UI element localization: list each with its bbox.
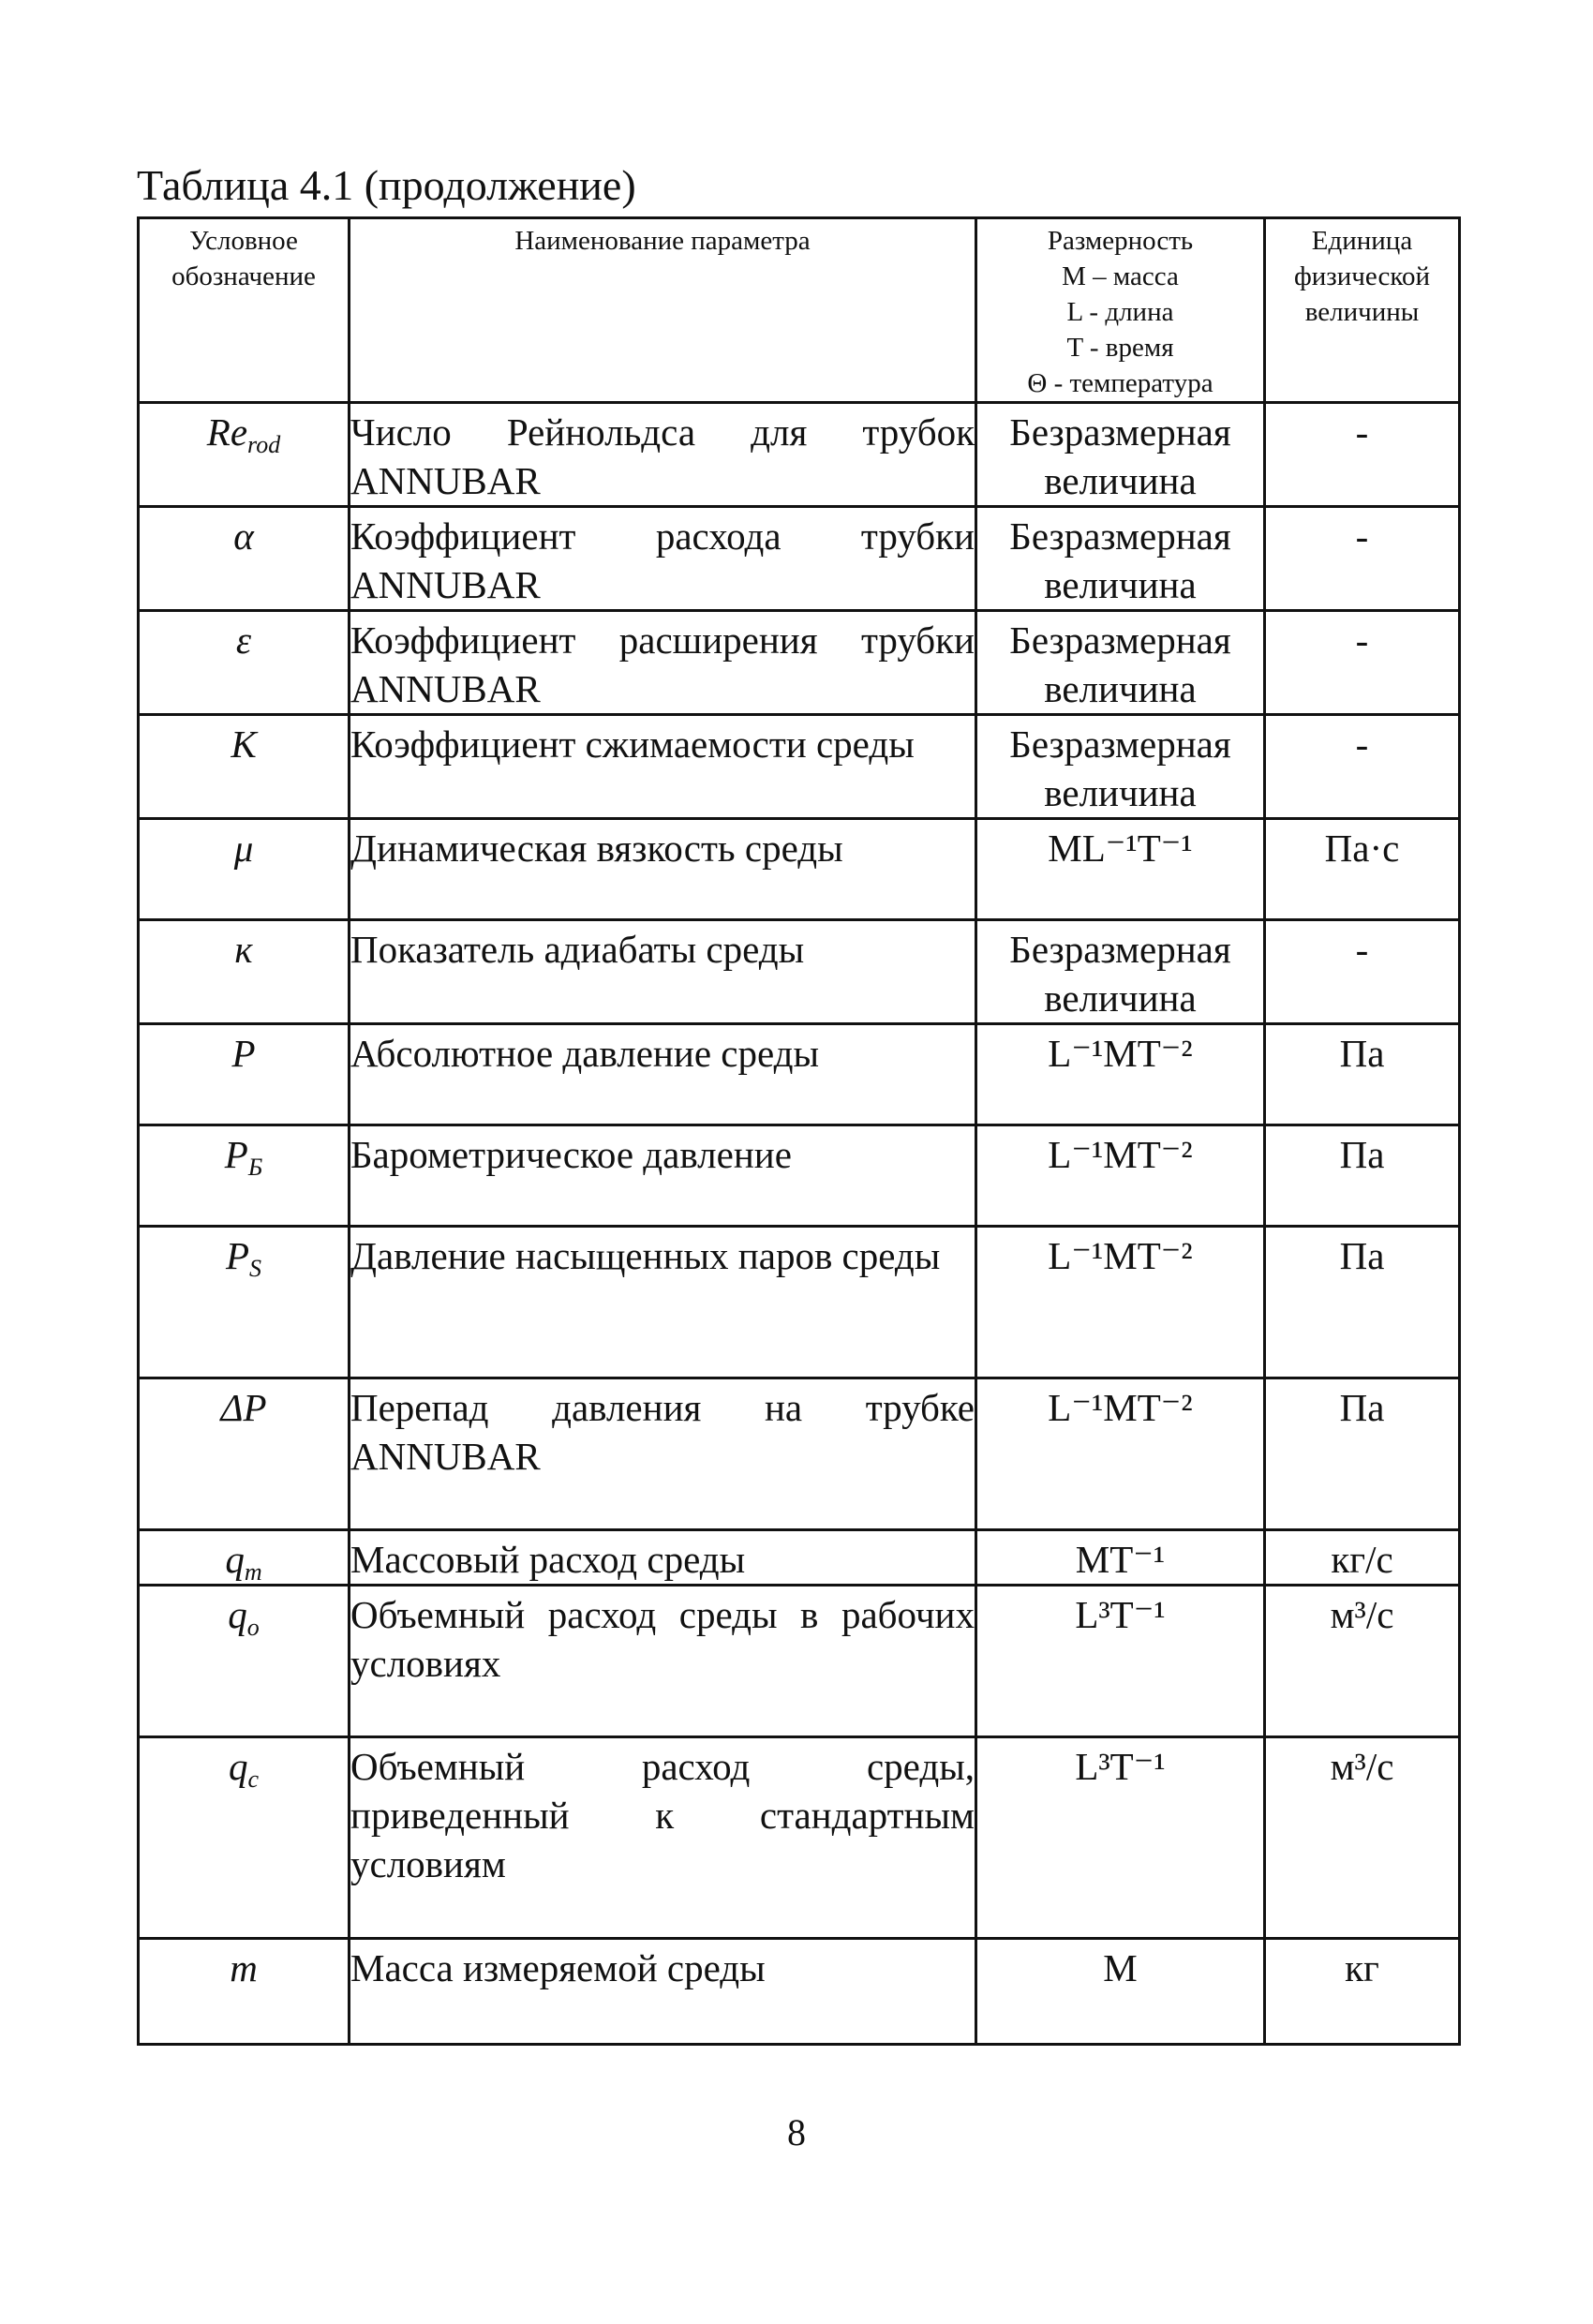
table-row [139, 611, 1460, 715]
dimension-formula: ML⁻¹T⁻¹ [1048, 827, 1193, 870]
symbol-subscript: rod [247, 431, 281, 458]
header-name: Наименование параметра [350, 218, 976, 403]
symbol-base: P [224, 1133, 248, 1176]
cell-unit: - [1265, 611, 1460, 715]
cell-symbol [139, 1125, 350, 1227]
symbol-subscript: c [247, 1765, 260, 1793]
dimension-formula: M [1103, 1946, 1138, 1989]
cell-name: Объемный расход среды в рабочих условиях [350, 1586, 976, 1737]
dimension-line: величина [1044, 976, 1197, 1020]
header-symbol: Условное обозначение [139, 218, 350, 403]
cell-dimension [976, 1024, 1265, 1125]
table-row [139, 507, 1460, 611]
table-row [139, 1939, 1460, 2045]
cell-unit: Па [1265, 1378, 1460, 1530]
dimension-formula: L⁻¹MT⁻² [1048, 1386, 1193, 1429]
dimension-line: Безразмерная [1009, 723, 1231, 766]
cell-dimension [976, 1586, 1265, 1737]
header-dimension-line: Θ - температура [1027, 368, 1213, 398]
cell-unit: м³/с [1265, 1737, 1460, 1939]
table-row [139, 819, 1460, 920]
cell-name: Объемный расход среды, приведенный к стандартным условиям [350, 1737, 976, 1939]
cell-symbol [139, 1024, 350, 1125]
cell-name: Перепад давления на трубке ANNUBAR [350, 1378, 976, 1530]
cell-symbol [139, 1378, 350, 1530]
symbol-subscript: Б [247, 1154, 263, 1181]
table-row [139, 715, 1460, 819]
cell-dimension [976, 403, 1265, 507]
table-row [139, 1586, 1460, 1737]
cell-symbol [139, 507, 350, 611]
header-dimension [976, 218, 1265, 403]
dimension-line: величина [1044, 459, 1197, 502]
table-row [139, 1125, 1460, 1227]
dimension-formula: L⁻¹MT⁻² [1048, 1234, 1193, 1277]
cell-symbol [139, 403, 350, 507]
cell-dimension [976, 611, 1265, 715]
symbol-base: K [231, 723, 257, 766]
cell-name: Масса измеряемой среды [350, 1939, 976, 2045]
cell-unit: кг [1265, 1939, 1460, 2045]
cell-dimension [976, 819, 1265, 920]
table-row [139, 1530, 1460, 1586]
symbol-base: m [230, 1946, 258, 1989]
symbol-base: q [228, 1593, 247, 1636]
table-header-row [139, 218, 1460, 403]
cell-unit: Па·с [1265, 819, 1460, 920]
cell-name: Коэффициент расширения трубки ANNUBAR [350, 611, 976, 715]
cell-dimension [976, 1227, 1265, 1378]
cell-unit: кг/с [1265, 1530, 1460, 1586]
symbol-base: P [231, 1032, 256, 1075]
cell-symbol [139, 819, 350, 920]
dimension-formula: L³T⁻¹ [1075, 1745, 1166, 1788]
cell-dimension [976, 1737, 1265, 1939]
dimension-line: величина [1044, 771, 1197, 814]
dimension-line: величина [1044, 667, 1197, 710]
table-row [139, 1024, 1460, 1125]
cell-dimension [976, 1530, 1265, 1586]
table-row [139, 920, 1460, 1024]
cell-name: Коэффициент расхода трубки ANNUBAR [350, 507, 976, 611]
header-dimension-line: Размерность [1047, 226, 1194, 256]
header-unit: Единица физической величины [1265, 218, 1460, 403]
cell-symbol [139, 920, 350, 1024]
symbol-base: α [233, 514, 254, 558]
cell-name: Динамическая вязкость среды [350, 819, 976, 920]
cell-name: Барометрическое давление [350, 1125, 976, 1227]
symbol-base: ΔP [220, 1386, 267, 1429]
table-body [139, 403, 1460, 2045]
cell-name: Коэффициент сжимаемости среды [350, 715, 976, 819]
cell-symbol [139, 1939, 350, 2045]
header-dimension-line: L - длина [1066, 297, 1174, 327]
cell-name: Абсолютное давление среды [350, 1024, 976, 1125]
symbol-base: μ [233, 827, 254, 870]
dimension-line: Безразмерная [1009, 928, 1231, 971]
cell-name: Показатель адиабаты среды [350, 920, 976, 1024]
symbol-base: ε [235, 618, 252, 662]
symbol-base: P [225, 1234, 250, 1277]
table-row [139, 403, 1460, 507]
table-row [139, 1227, 1460, 1378]
cell-unit: м³/с [1265, 1586, 1460, 1737]
dimension-formula: L⁻¹MT⁻² [1048, 1032, 1193, 1075]
cell-unit: - [1265, 715, 1460, 819]
cell-dimension [976, 1939, 1265, 2045]
cell-unit: Па [1265, 1024, 1460, 1125]
header-dimension-line: М – масса [1062, 261, 1179, 291]
cell-dimension [976, 715, 1265, 819]
cell-unit: Па [1265, 1125, 1460, 1227]
cell-unit: - [1265, 403, 1460, 507]
cell-unit: Па [1265, 1227, 1460, 1378]
dimension-line: величина [1044, 563, 1197, 606]
cell-dimension [976, 920, 1265, 1024]
cell-unit: - [1265, 507, 1460, 611]
symbol-base: Re [206, 410, 248, 454]
symbol-base: к [234, 928, 253, 971]
symbol-subscript: S [249, 1255, 262, 1282]
table-row [139, 1378, 1460, 1530]
dimension-formula: L⁻¹MT⁻² [1048, 1133, 1193, 1176]
cell-dimension [976, 507, 1265, 611]
cell-name: Давление насыщенных паров среды [350, 1227, 976, 1378]
header-dimension-line: T - время [1066, 333, 1174, 363]
cell-symbol [139, 611, 350, 715]
cell-symbol [139, 1530, 350, 1586]
dimension-line: Безразмерная [1009, 618, 1231, 662]
cell-symbol [139, 1737, 350, 1939]
table-caption: Таблица 4.1 (продолжение) [137, 161, 636, 209]
symbol-subscript: o [246, 1614, 260, 1641]
table-row [139, 1737, 1460, 1939]
symbol-base: q [228, 1745, 248, 1788]
cell-unit: - [1265, 920, 1460, 1024]
cell-symbol [139, 1227, 350, 1378]
cell-symbol [139, 715, 350, 819]
parameters-table [137, 216, 1461, 2046]
symbol-subscript: m [244, 1558, 262, 1586]
cell-name: Число Рейнольдса для трубок ANNUBAR [350, 403, 976, 507]
dimension-line: Безразмерная [1009, 410, 1231, 454]
dimension-formula: MT⁻¹ [1075, 1538, 1166, 1581]
page-number: 8 [787, 2111, 806, 2153]
cell-name: Массовый расход среды [350, 1530, 976, 1586]
cell-dimension [976, 1125, 1265, 1227]
dimension-line: Безразмерная [1009, 514, 1231, 558]
dimension-formula: L³T⁻¹ [1075, 1593, 1166, 1636]
cell-dimension [976, 1378, 1265, 1530]
symbol-base: q [225, 1538, 245, 1581]
cell-symbol [139, 1586, 350, 1737]
